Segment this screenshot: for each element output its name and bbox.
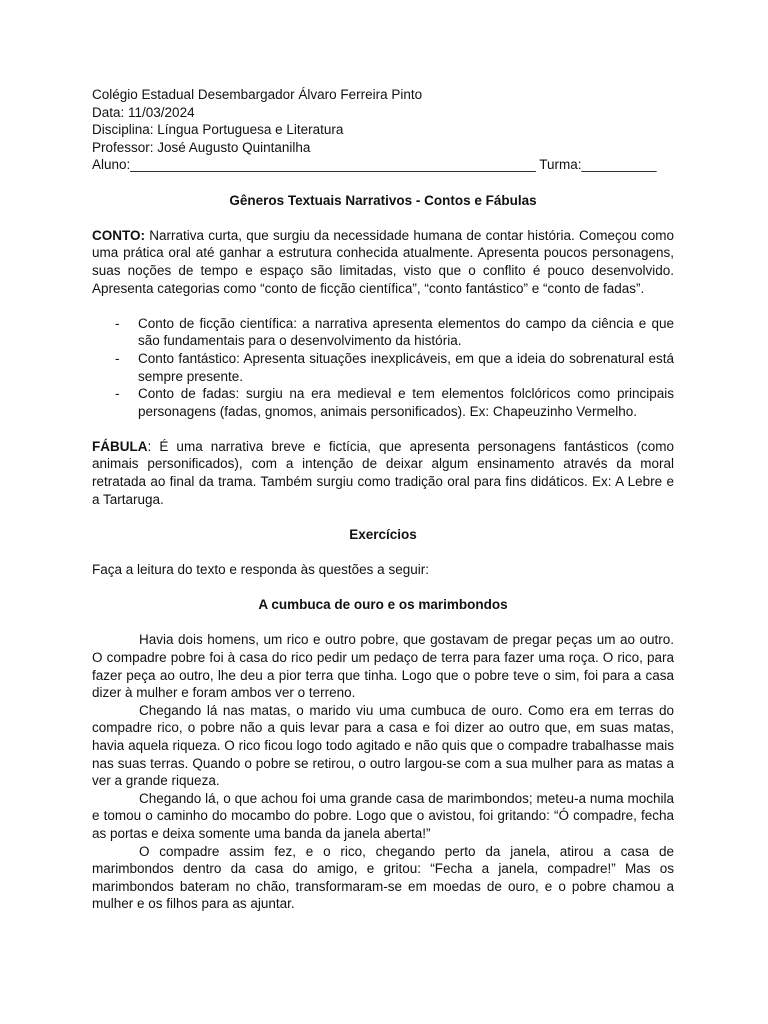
document-title: Gêneros Textuais Narrativos - Contos e Fábulas xyxy=(229,192,537,208)
conto-categories-list xyxy=(92,315,674,421)
story-paragraph: O compadre assim fez, e o rico, chegando perto da janela, atirou a casa de marimbondos dentro da casa do amigo, e gritou: “Fecha a janela, compadre!” Mas os marimbondos bateram no chão, transformaram-se em moedas de ouro, e o pobre chamou a mulher e os filhos para as ajuntar. xyxy=(92,843,674,912)
conto-paragraph xyxy=(92,227,674,297)
teacher-line: Professor: José Augusto Quintanilha xyxy=(92,139,311,155)
list-item: - Conto fantástico: Apresenta situações inexplicáveis, em que a ideia do sobrenatural está sempre presente. xyxy=(92,350,674,385)
story-paragraph: Havia dois homens, um rico e outro pobre, que gostavam de pregar peças um ao outro. O compadre pobre foi à casa do rico pedir um pedaço de terra para fazer uma roça. O rico, para fazer peça ao outro, lhe deu a pior terra que tinha. Logo que o pobre teve o sim, foi para a casa dizer à mulher e foram ambos ver o terreno. xyxy=(92,632,674,701)
fabula-text: : É uma narrativa breve e fictícia, que apresenta personagens fantásticos (como animais personificados), com a intenção de deixar algum ensinamento através da moral retratada ao final da trama. Também surgiu como tradição oral para fins didáticos. Ex: A Lebre e a Tartaruga. xyxy=(92,438,674,507)
story-paragraph: Chegando lá nas matas, o marido viu uma cumbuca de ouro. Como era em terras do compadre rico, o pobre não a quis levar para a casa e foi dizer ao outro que, em suas matas, havia aquela riqueza. O rico ficou logo todo agitado e não quis que o compadre trabalhasse mais nas suas terras. Quando o pobre se retirou, o outro largou-se com a sua mulher para as matas a ver a grande riqueza. xyxy=(92,702,674,789)
date-line: Data: 11/03/2024 xyxy=(92,104,195,120)
instruction-text: Faça a leitura do texto e responda às questões a seguir: xyxy=(92,562,429,578)
fabula-label: FÁBULA xyxy=(92,438,148,454)
conto-text: Narrativa curta, que surgiu da necessidade humana de contar história. Começou como uma prática oral até ganhar a estrutura conhecida atualmente. Apresenta poucos personagens, suas noções de tempo e espaço são limitadas, visto que o conflito é pouco desenvolvido. Apresenta categorias como “conto de ficção científica”, “conto fantástico” e “conto de fadas”. xyxy=(92,227,674,296)
story-paragraph: Chegando lá, o que achou foi uma grande casa de marimbondos; meteu-a numa mochila e tomou o caminho do mocambo do pobre. Logo que o avistou, foi gritando: “Ó compadre, fecha as portas e deixa somente uma banda da janela aberta!” xyxy=(92,790,674,841)
subject-line: Disciplina: Língua Portuguesa e Literatura xyxy=(92,122,344,138)
list-item: - Conto de ficção científica: a narrativa apresenta elementos do campo da ciência e que são fundamentais para o desenvolvimento da história. xyxy=(92,315,674,350)
list-item: - Conto de fadas: surgiu na era medieval e tem elementos folclóricos como principais personagens (fadas, gnomos, animais personificados). Ex: Chapeuzinho Vermelho. xyxy=(92,385,674,420)
exercises-title: Exercícios xyxy=(349,526,417,542)
conto-label: CONTO: xyxy=(92,227,145,243)
story-title: A cumbuca de ouro e os marimbondos xyxy=(258,597,508,613)
school-name: Colégio Estadual Desembargador Álvaro Ferreira Pinto xyxy=(92,87,423,102)
document-header xyxy=(92,86,674,174)
document-page xyxy=(92,86,674,913)
student-line: Aluno:______________________________________________________ Turma:__________ xyxy=(92,157,657,173)
fabula-paragraph xyxy=(92,438,674,508)
